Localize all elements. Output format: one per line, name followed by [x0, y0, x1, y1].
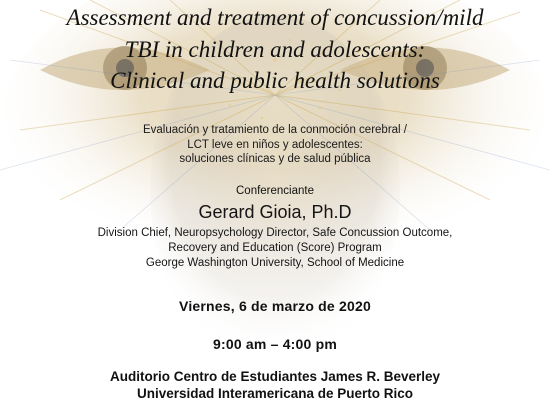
speaker-description-line: George Washington University, School of Medicine [0, 256, 550, 271]
venue-line: Auditorio Centro de Estudiantes James R. Beverley [0, 369, 550, 386]
event-title-line: Assessment and treatment of concussion/mild [0, 2, 550, 34]
speaker-description-line: Division Chief, Neuropsychology Director, Safe Concussion Outcome, [0, 226, 550, 241]
event-venue [0, 369, 550, 402]
spanish-subtitle-line: soluciones clínicas y de salud pública [0, 152, 550, 167]
spanish-subtitle-line: Evaluación y tratamiento de la conmoción cerebral / [0, 123, 550, 138]
event-date: Viernes, 6 de marzo de 2020 [0, 297, 550, 315]
event-title [0, 2, 550, 97]
spanish-subtitle [0, 123, 550, 167]
venue-line: Universidad Interamericana de Puerto Rico [0, 386, 550, 402]
speaker-role-label: Conferenciante [0, 184, 550, 198]
speaker-name: Gerard Gioia, Ph.D [0, 201, 550, 223]
event-title-line: TBI in children and adolescents: [0, 34, 550, 66]
speaker-description [0, 226, 550, 270]
event-title-line: Clinical and public health solutions [0, 65, 550, 97]
speaker-description-line: Recovery and Education (Score) Program [0, 241, 550, 256]
spanish-subtitle-line: LCT leve en niños y adolescentes: [0, 138, 550, 153]
event-time: 9:00 am – 4:00 pm [0, 335, 550, 353]
